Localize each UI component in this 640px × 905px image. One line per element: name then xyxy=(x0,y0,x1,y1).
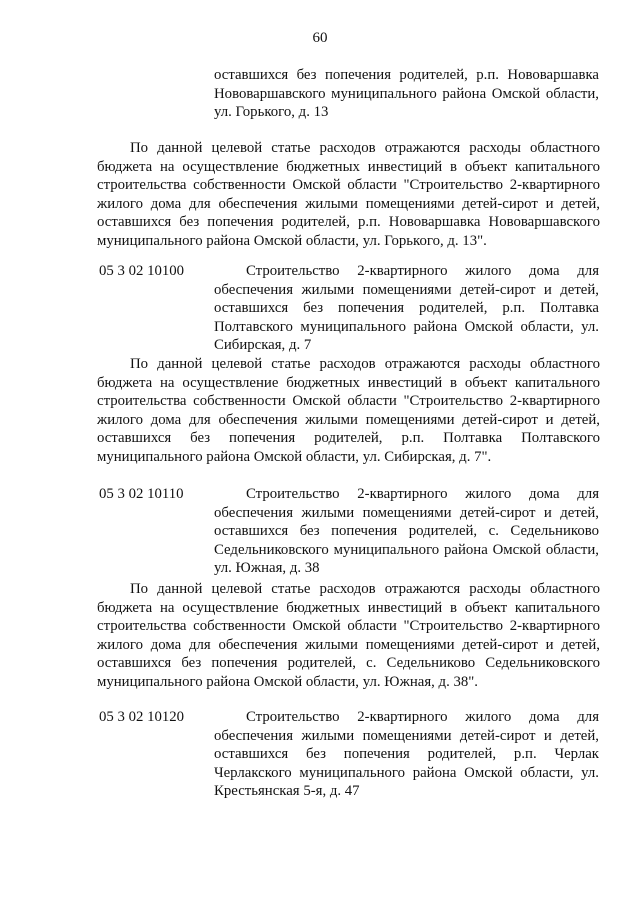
page-number: 60 xyxy=(312,30,328,46)
spec-code: 05 3 02 10120 xyxy=(99,709,185,725)
explanatory-paragraph: По данной целевой статье расходов отражаются расходы областного бюджета на осуществление бюджетных инвестиций в объект капитального строительства собственности Омской области "Строительство 2-квартирного жилого дома для обеспечения жилыми помещениями детей-сирот и детей, оставшихся без попечения родителей, р.п. Нововаршавка Нововаршавского муниципального района Омской области, ул. Горького, д. 13". xyxy=(97,140,600,249)
explanatory-paragraph: По данной целевой статье расходов отражаются расходы областного бюджета на осуществление бюджетных инвестиций в объект капитального строительства собственности Омской области "Строительство 2-квартирного жилого дома для обеспечения жилыми помещениями детей-сирот и детей, оставшихся без попечения родителей, с. Седельниково Седельниковского муниципального района Омской области, ул. Южная, д. 38". xyxy=(97,581,600,690)
spec-description-text: Строительство 2-квартирного жилого дома для обеспечения жилыми помещениями детей-сирот и детей, оставшихся без попечения родителей, р.п. Черлак Черлакского муниципального района Омской области, ул. Крестьянская 5-я, д. 47 xyxy=(214,709,599,800)
spec-code: 05 3 02 10100 xyxy=(99,263,185,279)
explanatory-paragraph: По данной целевой статье расходов отражаются расходы областного бюджета на осуществление бюджетных инвестиций в объект капитального строительства собственности Омской области "Строительство 2-квартирного жилого дома для обеспечения жилыми помещениями детей-сирот и детей, оставшихся без попечения родителей, р.п. Полтавка Полтавского муниципального района Омской области, ул. Сибирская, д. 7". xyxy=(97,356,600,465)
spec-description xyxy=(214,485,599,578)
spec-continuation-text: оставшихся без попечения родителей, р.п. Нововаршавка Нововаршавского муниципального района Омской области, ул. Горького, д. 13 xyxy=(214,67,599,121)
spec-description xyxy=(214,262,599,355)
spec-description xyxy=(214,708,599,801)
spec-description-text: Строительство 2-квартирного жилого дома для обеспечения жилыми помещениями детей-сирот и детей, оставшихся без попечения родителей, с. Седельниково Седельниковского муниципального района Омской области, ул. Южная, д. 38 xyxy=(214,486,599,577)
spec-code: 05 3 02 10110 xyxy=(99,486,184,502)
spec-description-text: Строительство 2-квартирного жилого дома для обеспечения жилыми помещениями детей-сирот и детей, оставшихся без попечения родителей, р.п. Полтавка Полтавского муниципального района Омской области, ул. Сибирская, д. 7 xyxy=(214,263,599,354)
